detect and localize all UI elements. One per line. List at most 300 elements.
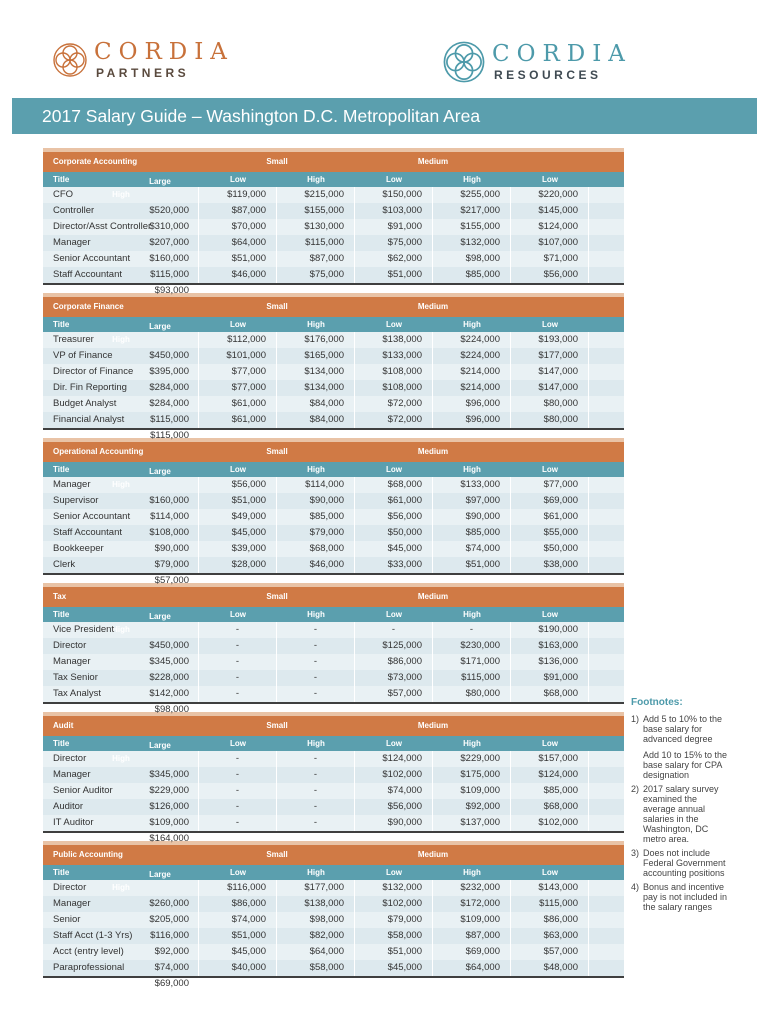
salary-cell: - (277, 815, 355, 831)
footnote-item (631, 882, 731, 912)
salary-cell: $50,000 (355, 525, 433, 541)
job-title-cell: Financial Analyst (43, 412, 199, 428)
salary-cell: $51,000 (355, 267, 433, 283)
salary-cell: $138,000 (355, 332, 433, 348)
company-size-label: Medium (417, 592, 449, 601)
salary-cell: $85,000 (511, 783, 589, 799)
salary-cell: $86,000 (355, 654, 433, 670)
salary-cell: $46,000 (199, 267, 277, 283)
salary-cell: $232,000 (433, 880, 511, 896)
column-header-high: High (307, 868, 325, 877)
table-row (43, 557, 624, 586)
salary-cell: $92,000 (154, 946, 189, 957)
salary-cell: $72,000 (355, 396, 433, 412)
column-header-title: Title (53, 320, 70, 329)
salary-cell: - (277, 686, 355, 702)
salary-cell: $224,000 (433, 348, 511, 364)
salary-cell: $108,000 (355, 380, 433, 396)
salary-cell: $119,000 (199, 187, 277, 203)
salary-cell: $45,000 (355, 960, 433, 976)
column-header-high: High (112, 754, 130, 763)
job-title-cell: Budget Analyst (43, 396, 199, 412)
company-size-label: Small (266, 302, 288, 311)
salary-cell: $46,000 (277, 557, 355, 573)
salary-cell: $230,000 (433, 638, 511, 654)
salary-cell: $215,000 (277, 187, 355, 203)
column-header-high: High (463, 320, 481, 329)
salary-cell: - (199, 654, 277, 670)
column-header-high: High (307, 739, 325, 748)
salary-cell: - (199, 815, 277, 831)
salary-cell: $450,000 (149, 640, 189, 651)
salary-cell: $80,000 (511, 396, 589, 412)
logo-subtitle: RESOURCES (494, 68, 602, 82)
row-list (43, 880, 624, 989)
column-header-low: Low (542, 610, 558, 619)
job-title-cell: Staff Acct (1-3 Yrs) (43, 928, 199, 944)
salary-section (43, 712, 624, 844)
job-title-cell: Director/Asst Controller (43, 219, 199, 235)
row-list (43, 477, 624, 586)
salary-cell: $90,000 (277, 493, 355, 509)
salary-cell: $125,000 (355, 638, 433, 654)
salary-cell: $147,000 (511, 380, 589, 396)
salary-cell: - (199, 751, 277, 767)
job-title-cell: Director (43, 880, 199, 896)
column-header-title: Title (53, 610, 70, 619)
salary-cell: $73,000 (355, 670, 433, 686)
salary-cell: $68,000 (277, 541, 355, 557)
column-header-low: Low (386, 739, 402, 748)
salary-cell: $102,000 (355, 767, 433, 783)
company-size-label: Large (149, 612, 171, 621)
column-header-low: Low (542, 868, 558, 877)
salary-cell: $115,000 (150, 269, 189, 280)
salary-cell: $63,000 (511, 928, 589, 944)
salary-section (43, 583, 624, 715)
salary-cell: $51,000 (355, 944, 433, 960)
salary-cell: $132,000 (355, 880, 433, 896)
section-name: Public Accounting (53, 850, 123, 859)
column-header-high: High (307, 465, 325, 474)
salary-cell: - (277, 654, 355, 670)
salary-cell: $61,000 (511, 509, 589, 525)
company-size-label: Medium (417, 850, 449, 859)
salary-cell: $116,000 (150, 930, 189, 941)
salary-cell: $57,000 (511, 944, 589, 960)
logo-subtitle: PARTNERS (96, 66, 190, 80)
salary-cell: $310,000 (149, 221, 189, 232)
column-header-high: High (463, 868, 481, 877)
salary-cell: $112,000 (199, 332, 277, 348)
salary-cell: - (355, 622, 433, 638)
section-name: Operational Accounting (53, 447, 144, 456)
salary-cell: $64,000 (199, 235, 277, 251)
salary-cell: $284,000 (149, 398, 189, 409)
cordia-resources-logo (442, 40, 632, 84)
salary-cell: $86,000 (199, 896, 277, 912)
job-title-cell: Clerk (43, 557, 199, 573)
salary-cell: $74,000 (199, 912, 277, 928)
row-list (43, 332, 624, 441)
salary-cell: $107,000 (511, 235, 589, 251)
salary-cell: $284,000 (149, 382, 189, 393)
salary-cell: $61,000 (355, 493, 433, 509)
salary-cell: $33,000 (355, 557, 433, 573)
salary-cell: $207,000 (149, 237, 189, 248)
salary-cell: $92,000 (433, 799, 511, 815)
salary-cell: $93,000 (154, 285, 189, 296)
column-header-low: Low (386, 610, 402, 619)
salary-cell: $214,000 (433, 364, 511, 380)
salary-cell: $102,000 (511, 815, 589, 831)
job-title-cell: IT Auditor (43, 815, 199, 831)
salary-cell: $155,000 (277, 203, 355, 219)
salary-tables (43, 148, 624, 989)
salary-cell: $163,000 (511, 638, 589, 654)
company-size-label: Large (149, 741, 171, 750)
job-title-cell: Manager (43, 654, 199, 670)
salary-cell: $72,000 (355, 412, 433, 428)
section-name: Corporate Finance (53, 302, 124, 311)
salary-cell: $177,000 (511, 348, 589, 364)
column-header-high: High (463, 465, 481, 474)
column-header-high: High (112, 335, 130, 344)
column-header-high: High (307, 320, 325, 329)
salary-cell: $80,000 (433, 686, 511, 702)
salary-cell: $56,000 (355, 799, 433, 815)
salary-cell: - (433, 622, 511, 638)
flower-knot-icon (442, 40, 486, 84)
table-row (43, 815, 624, 844)
salary-cell: $79,000 (277, 525, 355, 541)
salary-cell: $214,000 (433, 380, 511, 396)
salary-cell: $87,000 (433, 928, 511, 944)
salary-cell: $115,000 (150, 414, 189, 425)
company-size-label: Small (266, 157, 288, 166)
job-title-cell: Manager (43, 477, 199, 493)
salary-cell: $115,000 (150, 430, 189, 441)
company-size-label: Large (149, 870, 171, 879)
salary-cell: $45,000 (199, 944, 277, 960)
company-size-label: Medium (417, 302, 449, 311)
salary-cell: $115,000 (433, 670, 511, 686)
salary-cell: $74,000 (355, 783, 433, 799)
salary-cell: $101,000 (199, 348, 277, 364)
salary-cell: $51,000 (199, 251, 277, 267)
salary-cell: $48,000 (511, 960, 589, 976)
footnote-item (631, 714, 731, 744)
table-row (43, 412, 624, 441)
section-name: Tax (53, 592, 67, 601)
salary-cell: - (199, 686, 277, 702)
job-title-cell: Senior Accountant (43, 509, 199, 525)
salary-cell: $68,000 (511, 799, 589, 815)
salary-cell: - (277, 767, 355, 783)
salary-cell: $155,000 (433, 219, 511, 235)
salary-cell: - (277, 622, 355, 638)
salary-cell: $64,000 (433, 960, 511, 976)
salary-cell: $138,000 (277, 896, 355, 912)
salary-cell: - (199, 767, 277, 783)
salary-cell: $75,000 (277, 267, 355, 283)
salary-cell: $450,000 (149, 350, 189, 361)
job-title-cell: Manager (43, 235, 199, 251)
salary-cell: $177,000 (277, 880, 355, 896)
column-header-low: Low (542, 465, 558, 474)
salary-cell: $520,000 (149, 205, 189, 216)
salary-cell: $77,000 (199, 364, 277, 380)
job-title-cell: Staff Accountant (43, 267, 199, 283)
salary-cell: $137,000 (433, 815, 511, 831)
salary-cell: $70,000 (199, 219, 277, 235)
salary-cell: $130,000 (277, 219, 355, 235)
salary-cell: $77,000 (511, 477, 589, 493)
salary-cell: $84,000 (277, 412, 355, 428)
salary-cell: $51,000 (199, 493, 277, 509)
salary-cell: $79,000 (355, 912, 433, 928)
job-title-cell: Director (43, 638, 199, 654)
job-title-cell: Director (43, 751, 199, 767)
salary-cell: $220,000 (511, 187, 589, 203)
salary-cell: $90,000 (355, 815, 433, 831)
salary-cell: $40,000 (199, 960, 277, 976)
job-title-cell: VP of Finance (43, 348, 199, 364)
salary-cell: $124,000 (511, 767, 589, 783)
salary-cell: $147,000 (511, 364, 589, 380)
salary-cell: $98,000 (433, 251, 511, 267)
column-header-low: Low (230, 610, 246, 619)
column-header-low: Low (230, 320, 246, 329)
column-header-high: High (307, 610, 325, 619)
salary-cell: $85,000 (277, 509, 355, 525)
column-header-low: Low (542, 739, 558, 748)
salary-cell: $84,000 (277, 396, 355, 412)
salary-cell: $49,000 (199, 509, 277, 525)
salary-cell: - (199, 799, 277, 815)
salary-cell: - (199, 622, 277, 638)
salary-cell: $91,000 (355, 219, 433, 235)
logo-brand: CORDIA (492, 41, 632, 67)
job-title-cell: Manager (43, 896, 199, 912)
footnote-extra-text: Add 10 to 15% to the base salary for CPA designation (643, 750, 728, 780)
salary-cell: $260,000 (149, 898, 189, 909)
salary-cell: - (199, 638, 277, 654)
salary-cell: $86,000 (511, 912, 589, 928)
job-title-cell: Controller (43, 203, 199, 219)
salary-cell: $150,000 (355, 187, 433, 203)
footnote-number: 3) (631, 848, 640, 858)
salary-cell: - (277, 670, 355, 686)
salary-cell: $175,000 (433, 767, 511, 783)
salary-cell: $190,000 (511, 622, 589, 638)
salary-cell: $165,000 (277, 348, 355, 364)
column-header-title: Title (53, 868, 70, 877)
column-header-low: Low (230, 175, 246, 184)
salary-cell: $143,000 (511, 880, 589, 896)
salary-cell: - (277, 751, 355, 767)
salary-cell: $103,000 (355, 203, 433, 219)
company-size-label: Small (266, 850, 288, 859)
salary-cell: $79,000 (154, 559, 189, 570)
salary-cell: $82,000 (277, 928, 355, 944)
salary-cell: $50,000 (511, 541, 589, 557)
salary-cell: $57,000 (154, 575, 189, 586)
cordia-partners-logo (52, 40, 234, 80)
flower-knot-icon (52, 42, 88, 78)
job-title-cell: Tax Senior (43, 670, 199, 686)
salary-cell: $114,000 (277, 477, 355, 493)
salary-cell: $115,000 (277, 235, 355, 251)
salary-cell: $90,000 (433, 509, 511, 525)
job-title-cell: Senior (43, 912, 199, 928)
salary-cell: $171,000 (433, 654, 511, 670)
salary-cell: $108,000 (149, 527, 189, 538)
salary-cell: $62,000 (355, 251, 433, 267)
salary-cell: $164,000 (149, 833, 189, 844)
salary-cell: $228,000 (149, 672, 189, 683)
salary-cell: $51,000 (199, 928, 277, 944)
column-header-low: Low (230, 739, 246, 748)
job-title-cell: Director of Finance (43, 364, 199, 380)
salary-cell: $134,000 (277, 364, 355, 380)
column-header-title: Title (53, 739, 70, 748)
salary-cell: - (277, 783, 355, 799)
section-name: Corporate Accounting (53, 157, 138, 166)
salary-cell: $61,000 (199, 396, 277, 412)
salary-cell: $56,000 (511, 267, 589, 283)
job-title-cell: Senior Auditor (43, 783, 199, 799)
company-size-label: Large (149, 322, 171, 331)
salary-cell: $126,000 (149, 801, 189, 812)
company-size-label: Small (266, 721, 288, 730)
job-title-cell: Auditor (43, 799, 199, 815)
column-header-low: Low (230, 465, 246, 474)
salary-cell: $172,000 (433, 896, 511, 912)
footnote-text: 2017 salary survey examined the average annual salaries in the Washington, DC metro area. (643, 784, 719, 844)
job-title-cell: Treasurer (43, 332, 199, 348)
salary-cell: $109,000 (149, 817, 189, 828)
table-row (43, 960, 624, 989)
company-size-label: Large (149, 467, 171, 476)
salary-cell: - (277, 638, 355, 654)
salary-cell: - (277, 799, 355, 815)
table-row (43, 267, 624, 296)
footnote-text: Add 5 to 10% to the base salary for advanced degree (643, 714, 723, 744)
job-title-cell: Paraprofessional (43, 960, 199, 976)
column-header-low: Low (230, 868, 246, 877)
salary-cell: $91,000 (511, 670, 589, 686)
salary-cell: $69,000 (511, 493, 589, 509)
salary-cell: $108,000 (355, 364, 433, 380)
salary-cell: $205,000 (149, 914, 189, 925)
salary-cell: $157,000 (511, 751, 589, 767)
company-size-label: Small (266, 592, 288, 601)
footnotes (631, 698, 731, 916)
footnote-number: 4) (631, 882, 640, 892)
salary-cell: $136,000 (511, 654, 589, 670)
job-title-cell: CFO (43, 187, 199, 203)
column-header-high: High (112, 883, 130, 892)
salary-cell: $56,000 (199, 477, 277, 493)
salary-section (43, 293, 624, 441)
job-title-cell: Vice President (43, 622, 199, 638)
salary-cell: $109,000 (433, 912, 511, 928)
salary-cell: $28,000 (199, 557, 277, 573)
column-header-high: High (112, 480, 130, 489)
salary-cell: $74,000 (154, 962, 189, 973)
salary-cell: $96,000 (433, 412, 511, 428)
salary-cell: $133,000 (433, 477, 511, 493)
salary-cell: $90,000 (154, 543, 189, 554)
column-header-title: Title (53, 465, 70, 474)
salary-cell: $255,000 (433, 187, 511, 203)
footnote-item (631, 848, 731, 878)
salary-cell: $57,000 (355, 686, 433, 702)
footnote-text: Bonus and incentive pay is not included in the salary ranges (643, 882, 728, 912)
row-list (43, 751, 624, 844)
section-name: Audit (53, 721, 74, 730)
salary-cell: $134,000 (277, 380, 355, 396)
salary-cell: $56,000 (355, 509, 433, 525)
salary-cell: $142,000 (149, 688, 189, 699)
salary-cell: $160,000 (149, 253, 189, 264)
salary-cell: $98,000 (277, 912, 355, 928)
job-title-cell: Tax Analyst (43, 686, 199, 702)
salary-cell: $109,000 (433, 783, 511, 799)
job-title-cell: Manager (43, 767, 199, 783)
salary-cell: $80,000 (511, 412, 589, 428)
salary-cell: $71,000 (511, 251, 589, 267)
salary-cell: $45,000 (199, 525, 277, 541)
salary-cell: $124,000 (511, 219, 589, 235)
salary-cell: $132,000 (433, 235, 511, 251)
salary-cell: $45,000 (355, 541, 433, 557)
salary-cell: $77,000 (199, 380, 277, 396)
logo-brand: CORDIA (94, 39, 234, 65)
column-header-high: High (463, 175, 481, 184)
job-title-cell: Dir. Fin Reporting (43, 380, 199, 396)
salary-cell: $102,000 (355, 896, 433, 912)
footnote-text: Does not include Federal Government accounting positions (643, 848, 726, 878)
salary-cell: $224,000 (433, 332, 511, 348)
column-header-high: High (463, 739, 481, 748)
salary-cell: $176,000 (277, 332, 355, 348)
row-list (43, 622, 624, 715)
salary-cell: $115,000 (511, 896, 589, 912)
company-size-label: Small (266, 447, 288, 456)
salary-cell: - (199, 783, 277, 799)
salary-cell: $98,000 (154, 704, 189, 715)
company-size-label: Large (149, 177, 171, 186)
footnote-item (631, 784, 731, 844)
job-title-cell: Bookkeeper (43, 541, 199, 557)
column-header-high: High (112, 190, 130, 199)
salary-cell: $39,000 (199, 541, 277, 557)
salary-cell: $58,000 (355, 928, 433, 944)
salary-cell: $193,000 (511, 332, 589, 348)
salary-cell: $160,000 (149, 495, 189, 506)
job-title-cell: Senior Accountant (43, 251, 199, 267)
salary-cell: $229,000 (149, 785, 189, 796)
row-list (43, 187, 624, 296)
salary-cell: $61,000 (199, 412, 277, 428)
company-size-label: Medium (417, 447, 449, 456)
company-size-label: Medium (417, 721, 449, 730)
footnote-number: 2) (631, 784, 640, 794)
job-title-cell: Acct (entry level) (43, 944, 199, 960)
salary-cell: $51,000 (433, 557, 511, 573)
